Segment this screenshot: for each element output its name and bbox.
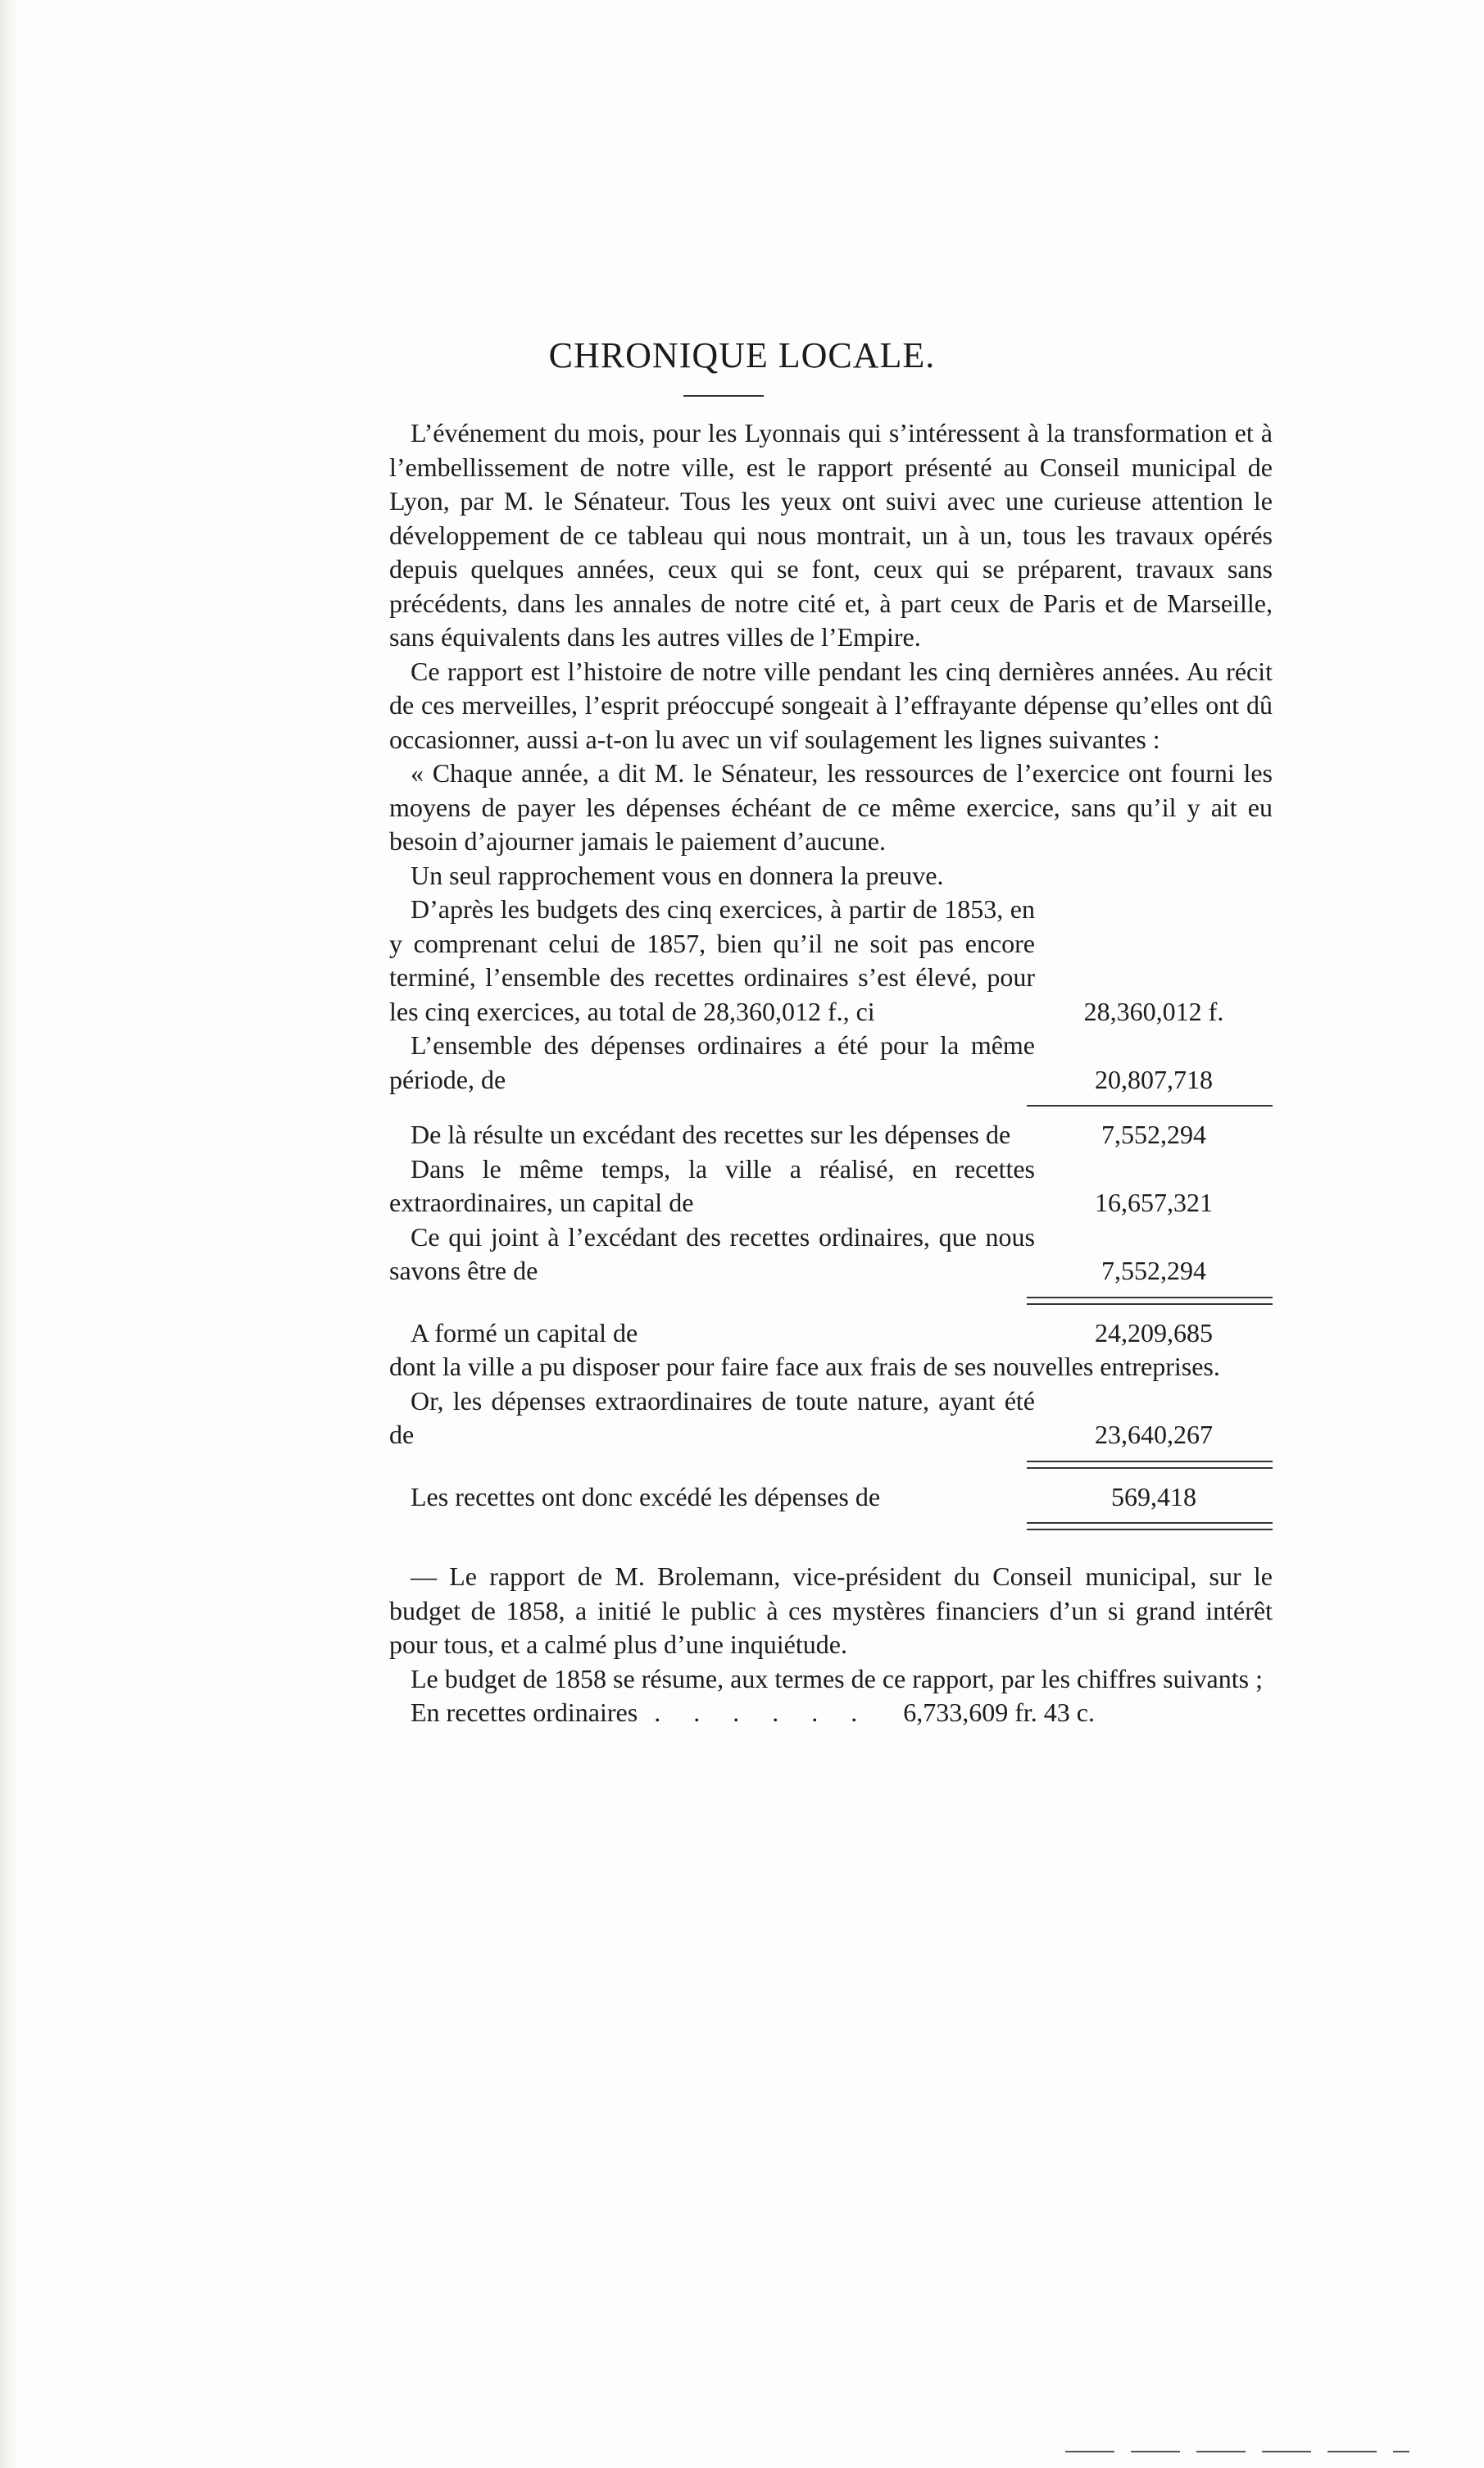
ledger-label: D’après les budgets des cinq exercices, à partir de 1853, en y comprenant celui de 1857, bien qu’il ne soit pas encore terminé, l’ensemble des recettes ordinaires s’est élevé, pour les cinq exercices, au total de 28,360,012 f., ci — [389, 894, 1035, 1026]
budget-line-value: 6,733,609 fr. 43 c. — [903, 1698, 1095, 1727]
budget-line-label: En recettes ordinaires — [411, 1698, 638, 1727]
ledger-value: 7,552,294 — [1101, 1120, 1206, 1149]
ledger-label: Dans le même temps, la ville a réalisé, en recettes extraordinaires, un capital de — [389, 1153, 1035, 1217]
ledger-value: 20,807,718 — [1095, 1064, 1213, 1094]
ledger-row-extra-depenses — [389, 1384, 1273, 1452]
ledger-continuation: dont la ville a pu disposer pour faire face aux frais de ses nouvelles entreprises. — [389, 1352, 1220, 1381]
ledger-divider — [1027, 1297, 1273, 1305]
paragraph-report: Ce rapport est l’histoire de notre ville pendant les cinq dernières années. Au récit de ces merveilles, l’esprit préoccupé songeait à l’effrayante dépense qu’elles ont dû occasionner, aussi a-t-on lu avec un vif soulagement les lignes suivantes : — [389, 656, 1273, 754]
ledger-value: 16,657,321 — [1095, 1188, 1213, 1217]
page-title: CHRONIQUE LOCALE. — [548, 335, 936, 375]
ledger-row-depenses — [389, 1029, 1273, 1097]
ledger-divider — [1027, 1105, 1273, 1107]
ledger-label: De là résulte un excédant des recettes sur les dépenses de — [411, 1120, 1011, 1149]
footer-rule — [1065, 2451, 1409, 2452]
ledger-value: 23,640,267 — [1095, 1420, 1213, 1449]
ledger-label: A formé un capital de — [411, 1317, 638, 1348]
ledger-label: Les recettes ont donc excédé les dépenses de — [411, 1481, 881, 1511]
paragraph-intro: L’événement du mois, pour les Lyonnais qui s’intéressent à la transformation et à l’embellissement de notre ville, est le rapport présenté au Conseil municipal de Lyon, par M. le Sénateur. Tous les yeux ont suivi avec une curieuse attention le développement de ce tableau qui nous montrait, un à un, tous les travaux opérés depuis quelques années, ceux qui se font, ceux qui se préparent, travaux sans précédents, dans les annales de notre cité et, à part ceux de Paris et de Marseille, sans équivalents dans les autres villes de l’Empire. — [389, 418, 1273, 652]
ledger-row-final — [389, 1480, 1273, 1515]
ledger-row-excedent — [389, 1118, 1273, 1152]
paragraph-proof: Un seul rapprochement vous en donnera la preuve. — [411, 860, 944, 890]
ledger-row-recettes — [389, 893, 1273, 1029]
ledger-value: 24,209,685 — [1095, 1317, 1213, 1348]
title-divider — [683, 395, 764, 397]
ledger-row-capital — [389, 1316, 1273, 1351]
ledger-row-extraordinaires — [389, 1152, 1273, 1220]
ledger-label: L’ensemble des dépenses ordinaires a été pour la même période, de — [389, 1030, 1035, 1094]
paragraph-quote: « Chaque année, a dit M. le Sénateur, les ressources de l’exercice ont fourni les moyens de payer les dépenses échéant de ce même exercice, sans qu’il y ait eu besoin d’ajourner jamais le paiement d’aucune. — [389, 758, 1273, 856]
budget-line-dots: . . . . . . — [654, 1698, 871, 1727]
paragraph-brolemann: — Le rapport de M. Brolemann, vice-président du Conseil municipal, sur le budget de 1858, a initié le public à ces mystères financiers d’un si grand intérêt pour tous, et a calmé plus d’une inquiétude. — [389, 1561, 1273, 1659]
ledger-label: Or, les dépenses extraordinaires de toute nature, ayant été de — [389, 1385, 1035, 1449]
ledger-value: 28,360,012 f. — [1083, 996, 1224, 1026]
ledger-value: 7,552,294 — [1101, 1256, 1206, 1285]
article-body — [389, 416, 1273, 1730]
ledger-value: 569,418 — [1111, 1481, 1196, 1511]
ledger-divider — [1027, 1522, 1273, 1530]
budget-line — [389, 1696, 1273, 1730]
ledger-divider — [1027, 1461, 1273, 1469]
ledger-label: Ce qui joint à l’excédant des recettes ordinaires, que nous savons être de — [389, 1221, 1035, 1285]
paragraph-budget: Le budget de 1858 se résume, aux termes de ce rapport, par les chiffres suivants ; — [411, 1663, 1263, 1693]
ledger-row-joint — [389, 1220, 1273, 1289]
